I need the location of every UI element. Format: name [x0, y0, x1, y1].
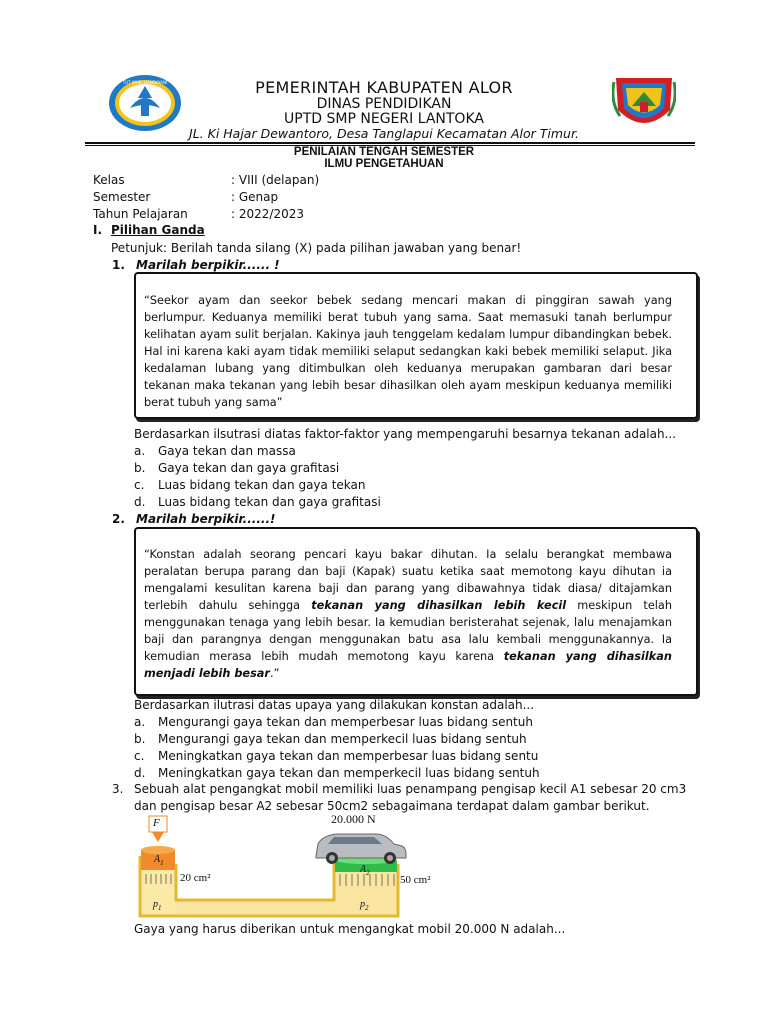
exam-subject: ILMU PENGETAHUAN	[324, 158, 444, 170]
q2-option-b-letter: b.	[134, 732, 146, 746]
header-line3: UPTD SMP NEGERI LANTOKA	[284, 111, 484, 127]
logo-left-text: TUT WURI HANDAYANI	[122, 80, 168, 85]
q2-option-b[interactable]: Mengurangi gaya tekan dan memperkecil luas bidang sentuh	[158, 732, 527, 746]
q2-heading: Marilah berpikir......!	[136, 512, 276, 526]
a2-label: $A_2$	[360, 864, 370, 877]
q2-number: 2.	[112, 512, 125, 526]
q1-passage: “Seekor ayam dan seekor bebek sedang mencari makan di pinggiran sawah yang berlumpur. Keduanya memiliki berat tubuh yang sama. Saat memasuki tanah berlumpur kelihatan ayam sulit berjalan. Kakinya jauh tenggelam kedalam lumpur dibandingkan bebek. Hal ini karena kaki ayam tidak memiliki selaput sedangkan kaki bebek memiliki selaput. Jika kedalaman lubang yang ditimbulkan oleh keduanya merupakan gambaran dari besar tekanan maka tekanan yang lebih besar dihasilkan oleh ayam meskipun keduanya memiliki berat tubuh yang sama”	[144, 294, 672, 409]
q1-option-d[interactable]: Luas bidang tekan dan gaya grafitasi	[158, 495, 381, 509]
q2-option-d-letter: d.	[134, 766, 146, 780]
a1-label: $A_1$	[154, 854, 164, 867]
hydraulic-lift-figure	[136, 812, 432, 918]
q2-option-a-letter: a.	[134, 715, 146, 729]
exam-title: PENILAIAN TENGAH SEMESTER	[293, 146, 475, 158]
q1-option-d-letter: d.	[134, 495, 146, 509]
header-address: JL. Ki Hajar Dewantoro, Desa Tanglapui Kecamatan Alor Timur.	[189, 126, 579, 141]
q2-passage-part1: “Konstan adalah seorang pencari kayu bakar dihutan. Ia selalu berangkat membawa peralatan berupa parang dan baji (Kapak) suatu ketika saat memotong kayu dihutan ia mengalami kesulitan karena baji dan parang yang dibawahnya tidak diasa/ ditajamkan terlebih dahulu sehingga	[144, 548, 672, 612]
q1-option-a-letter: a.	[134, 444, 146, 458]
info-label-tahun: Tahun Pelajaran	[93, 207, 188, 221]
q3-line2: dan pengisap besar A2 sebesar 50cm2 sebagaimana terdapat dalam gambar berikut.	[134, 799, 650, 813]
info-label-kelas: Kelas	[93, 173, 125, 187]
q2-option-d[interactable]: Meningkatkan gaya tekan dan memperkecil luas bidang sentuh	[158, 766, 540, 780]
q3-line1: Sebuah alat pengangkat mobil memiliki luas penampang pengisap kecil A1 sebesar 20 cm3	[134, 782, 687, 796]
q1-heading: Marilah berpikir...... !	[136, 258, 280, 272]
p1-label: $p_1$	[153, 899, 162, 912]
area-large-label: 50 cm²	[400, 874, 431, 886]
q2-option-c-letter: c.	[134, 749, 145, 763]
q2-option-a[interactable]: Mengurangi gaya tekan dan memperbesar luas bidang sentuh	[158, 715, 533, 729]
section-instruction: Petunjuk: Berilah tanda silang (X) pada pilihan jawaban yang benar!	[111, 241, 522, 255]
q1-question: Berdasarkan ilsutrasi diatas faktor-faktor yang mempengaruhi besarnya tekanan adalah...	[134, 427, 677, 441]
section-title: Pilihan Ganda	[111, 223, 205, 237]
q2-passage-bold1: tekanan yang dihasilkan lebih kecil	[311, 599, 567, 612]
q2-passage-part3: .”	[270, 667, 280, 680]
info-value-kelas: : VIII (delapan)	[231, 173, 320, 187]
q1-option-c[interactable]: Luas bidang tekan dan gaya tekan	[158, 478, 366, 492]
q3-number: 3.	[112, 782, 124, 796]
p2-label: $p_2$	[360, 899, 369, 912]
q2-passage-part2: meskipun telah menggunakan tenaga yang lebih besar. Ia kemudian beristerahat sejenak, lalu menajamkan baji dan parangnya dengan menggunakan batu asa lalu kembali menggunakannya. Ia kemudian merasa lebih mudah memotong kayu karena	[144, 599, 672, 663]
info-value-semester: : Genap	[231, 190, 279, 204]
header-line1: PEMERINTAH KABUPATEN ALOR	[255, 78, 513, 97]
section-number: I.	[93, 223, 103, 237]
force-label: F	[153, 817, 160, 829]
q1-number: 1.	[112, 258, 125, 272]
q1-option-b-letter: b.	[134, 461, 146, 475]
q2-passage	[144, 546, 672, 682]
q2-option-c[interactable]: Meningkatkan gaya tekan dan memperbesar luas bidang sentu	[158, 749, 539, 763]
area-small-label: 20 cm²	[180, 872, 211, 884]
header-rule-thick	[85, 142, 695, 144]
q3-question: Gaya yang harus diberikan untuk mengangkat mobil 20.000 N adalah...	[134, 922, 566, 936]
info-value-tahun: : 2022/2023	[231, 207, 304, 221]
q2-passage-bold2: tekanan yang dihasilkan menjadi lebih besar	[144, 650, 672, 680]
info-label-semester: Semester	[93, 190, 151, 204]
header-line2: DINAS PENDIDIKAN	[316, 96, 452, 112]
q1-option-a[interactable]: Gaya tekan dan massa	[158, 444, 296, 458]
q1-option-c-letter: c.	[134, 478, 145, 492]
weight-label: 20.000 N	[331, 812, 376, 826]
q1-option-b[interactable]: Gaya tekan dan gaya grafitasi	[158, 461, 340, 475]
q2-question: Berdasarkan ilutrasi datas upaya yang dilakukan konstan adalah...	[134, 698, 535, 712]
